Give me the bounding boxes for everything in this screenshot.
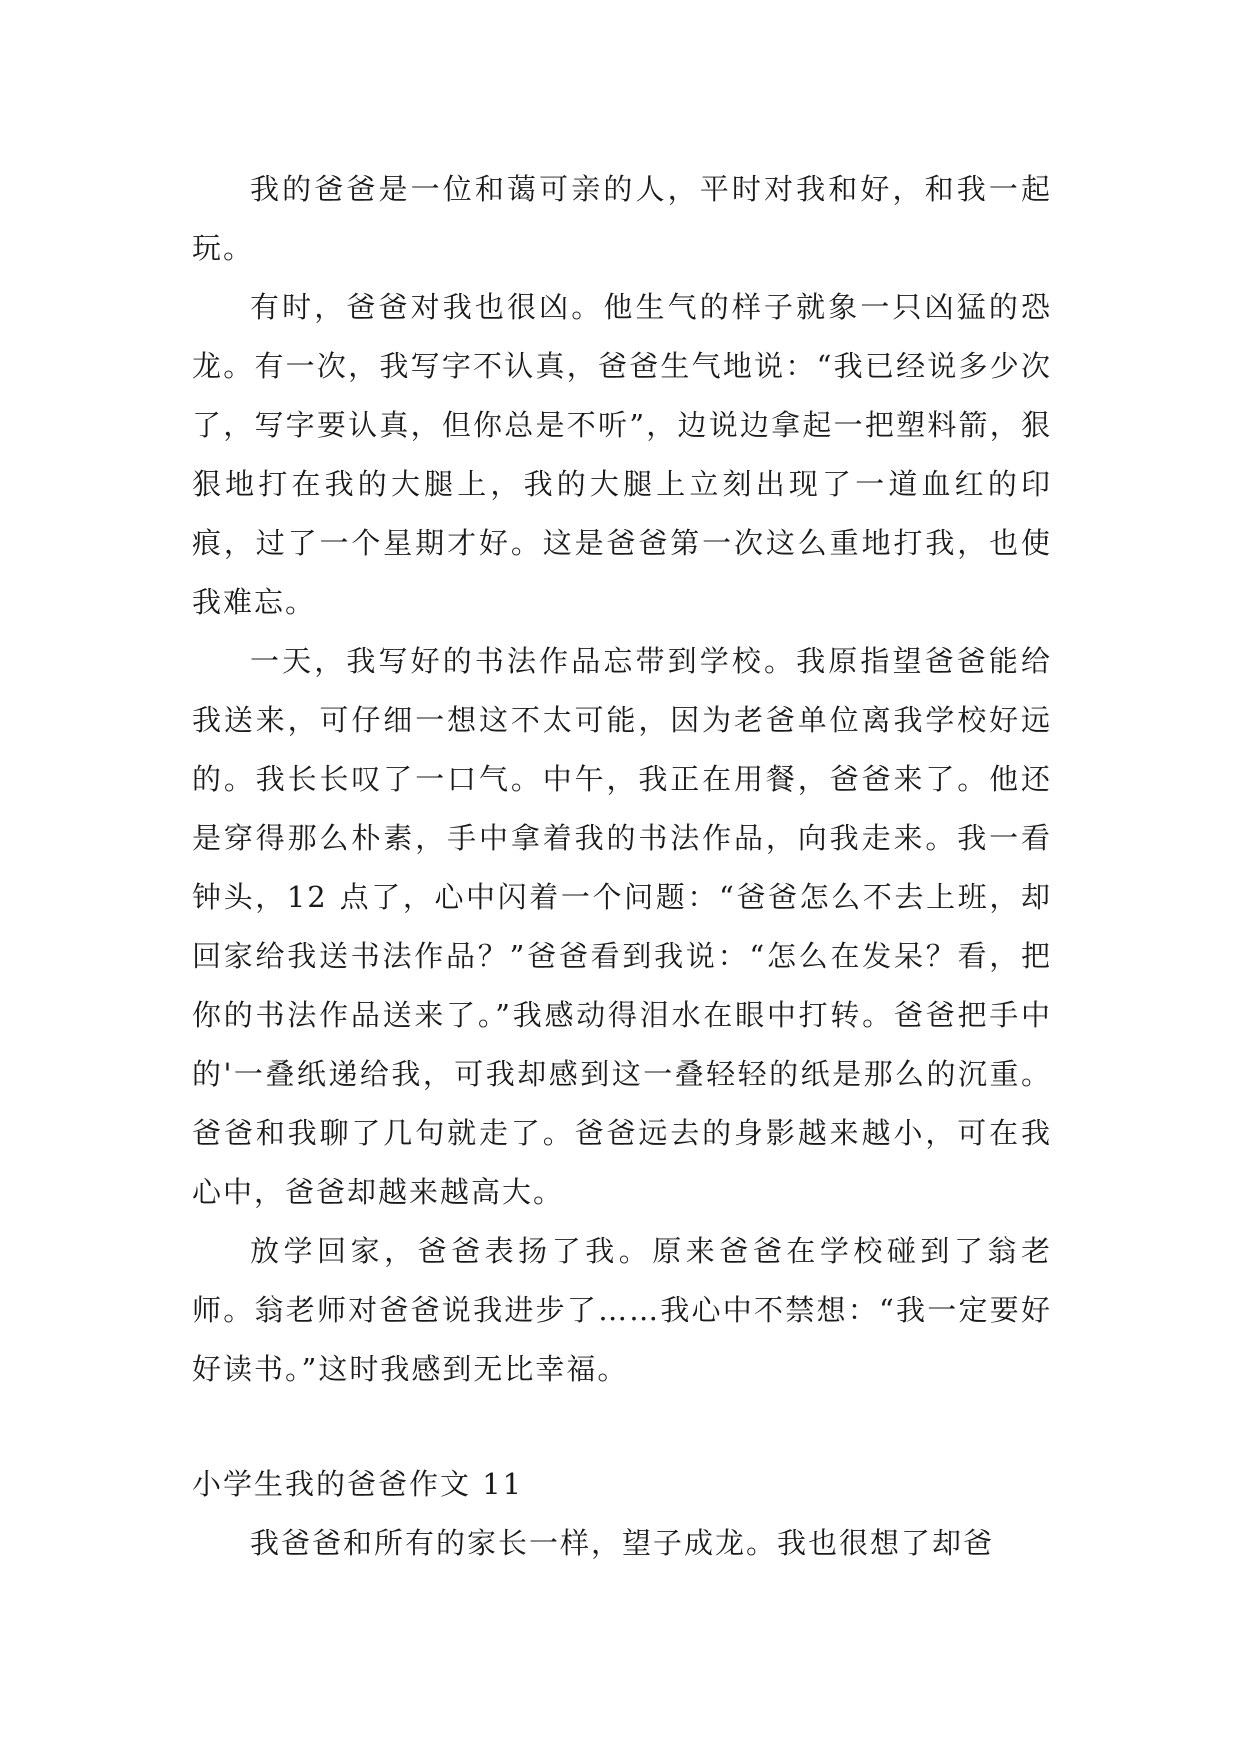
section-paragraph-1: 我爸爸和所有的家长一样，望子成龙。我也很想了却爸 — [250, 1526, 995, 1560]
document-body — [192, 160, 1052, 1573]
paragraph-1: 我的爸爸是一位和蔼可亲的人，平时对我和好，和我一起玩。 — [192, 172, 1052, 265]
section-title: 小学生我的爸爸作文 11 — [192, 1467, 524, 1501]
paragraph-3: 一天，我写好的书法作品忘带到学校。我原指望爸爸能给我送来，可仔细一想这不太可能，因为老爸单位离我学校好远的。我长长叹了一口气。中午，我正在用餐，爸爸来了。他还是穿得那么朴素，手中拿着我的书法作品，向我走来。我一看钟头，12 点了，心中闪着一个问题：“爸爸怎么不去上班，却回家给我送书法作品？”爸爸看到我说：“怎么在发呆？看，把你的书法作品送来了。”我感动得泪水在眼中打转。爸爸把手中的'一叠纸递给我，可我却感到这一叠轻轻的纸是那么的沉重。爸爸和我聊了几句就走了。爸爸远去的身影越来越小，可在我心中，爸爸却越来越高大。 — [192, 644, 1052, 1209]
paragraph-2: 有时，爸爸对我也很凶。他生气的样子就象一只凶猛的恐龙。有一次，我写字不认真，爸爸生气地说：“我已经说多少次了，写字要认真，但你总是不听”，边说边拿起一把塑料箭，狠狠地打在我的大腿上，我的大腿上立刻出现了一道血红的印痕，过了一个星期才好。这是爸爸第一次这么重地打我，也使我难忘。 — [192, 290, 1052, 619]
paragraph-4: 放学回家，爸爸表扬了我。原来爸爸在学校碰到了翁老师。翁老师对爸爸说我进步了……我心中不禁想：“我一定要好好读书。”这时我感到无比幸福。 — [192, 1234, 1052, 1386]
